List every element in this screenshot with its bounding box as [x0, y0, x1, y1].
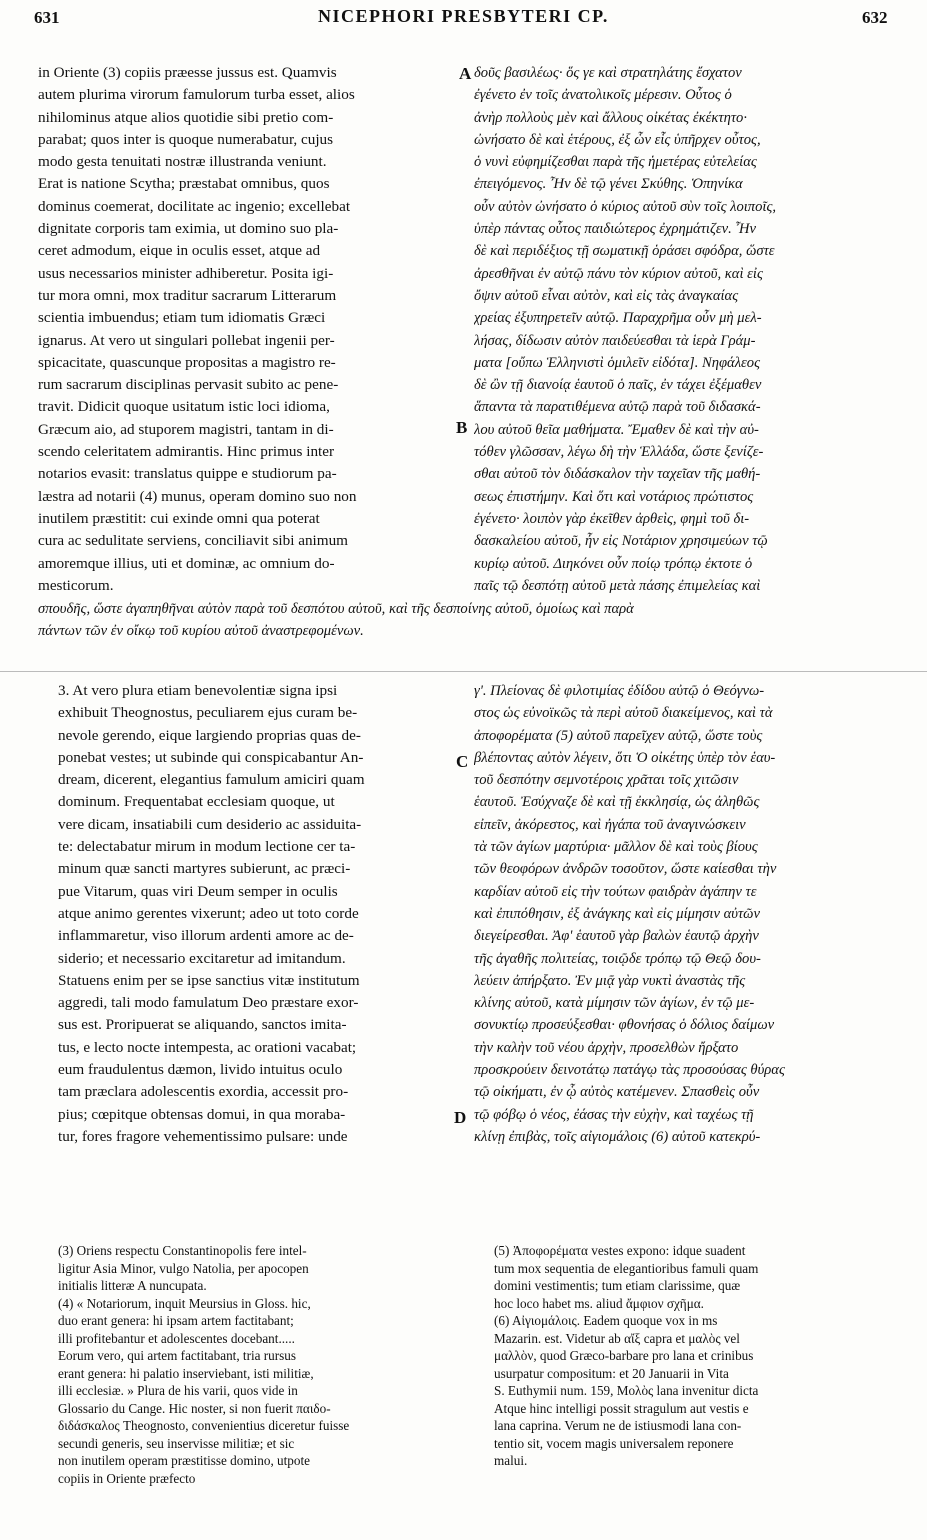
text-line: ceret admodum, eique in oculis esset, atque ad	[38, 242, 321, 260]
footnote-line: tum mox sequentia de elegantioribus famuli quam	[494, 1260, 759, 1276]
text-line: sus est. Proripuerat se aliquando, sanctos imita-	[58, 1016, 347, 1034]
text-line: κλίνης αὐτοῦ, κατὰ μίμησιν τῶν ἁγίων, ἐν τῷ με-	[474, 995, 755, 1012]
margin-marker-a: A	[459, 64, 472, 83]
text-line: eum fraudulentus dæmon, livido intuitus oculo	[58, 1061, 343, 1079]
text-line: ὑπὲρ πάντας οὗτος παιδιώτερος ἐχρημάτιζεν. Ἦν	[474, 221, 756, 238]
text-line: inflammaretur, viso illorum ardenti amore ac de-	[58, 927, 354, 945]
text-line: καρδίαν αὐτοῦ εἰς τὴν τούτων φαιδρὰν ἀγάπην τε	[474, 883, 757, 900]
footnotes-left	[58, 1242, 458, 1487]
text-line: ignarus. At vero ut singulari pollebat ingenii per-	[38, 331, 335, 349]
text-line: mesticorum.	[38, 576, 114, 594]
running-title: NICEPHORI PRESBYTERI CP.	[318, 6, 609, 26]
footnote-line: usurpatur compositum: et 20 Januarii in Vita	[494, 1365, 729, 1381]
text-line: στος ὡς εὐνοϊκῶς τὰ περὶ αὐτοῦ διακείμενος, καὶ τὰ	[474, 705, 773, 722]
footnote-line: (4) « Notariorum, inquit Meursius in Gloss. hic,	[58, 1295, 311, 1311]
text-line: tus, e lecto nocte intempesta, ac orationi vacabat;	[58, 1038, 357, 1056]
footnote-line: illi profitebantur et adolescentes docebant.....	[58, 1330, 295, 1346]
text-line: rum sacrarum disciplinas pervasit subito ac pene-	[38, 376, 339, 394]
text-line: λεύειν ἀπήρξατο. Ἐν μιᾷ γὰρ νυκτὶ ἀναστὰς τῆς	[474, 972, 746, 989]
text-line: πάντων τῶν ἐν οἴκῳ τοῦ κυρίου αὐτοῦ ἀναστρεφομένων.	[38, 623, 364, 640]
text-line: οὖν αὐτὸν ὠνήσατο ὁ κύριος αὐτοῦ σὺν τοῖς λοιποῖς,	[474, 198, 777, 215]
text-line: σπουδῆς, ὥστε ἀγαπηθῆναι αὐτὸν παρὰ τοῦ δεσπότου αὐτοῦ, καὶ τῆς δεσποίνης αὐτοῦ, ὁμοίως καὶ παρὰ	[38, 601, 634, 617]
text-line: τόθεν γλῶσσαν, λέγω δὴ τὴν Ἑλλάδα, ὥστε ξενίζε-	[474, 444, 764, 461]
page-number-right: 632	[862, 8, 888, 27]
footnote-line: (6) Αἰγιομάλοις. Eadem quoque vox in ms	[494, 1313, 718, 1328]
text-line: σεως ἐπιστήμην. Καὶ ὅτι καὶ νοτάριος πρώτιστος	[474, 488, 754, 505]
margin-marker-c: C	[456, 752, 469, 771]
text-line: pue Vitarum, quas viri Deum semper in oculis	[58, 882, 338, 900]
text-line: τῷ οἰκήματι, ἐν ᾧ αὐτὸς κατέμενεν. Σπασθεὶς οὖν	[474, 1084, 760, 1101]
footnote-line: lana caprina. Verum ne de istiusmodi lana con-	[494, 1418, 742, 1433]
text-line: minum quæ sancti martyres subierunt, ac præci-	[58, 860, 351, 878]
text-line: γ'. Πλείονας δὲ φιλοτιμίας ἐδίδου αὐτῷ ὁ Θεόγνω-	[474, 683, 765, 699]
text-line: ponebat vestes; ut subinde qui conspicabantur An-	[58, 748, 364, 766]
text-line: tur mora omni, mox traditur sacrarum Litterarum	[38, 286, 337, 304]
text-line: κυρίῳ αὐτοῦ. Διηκόνει οὖν ποίῳ τρόπῳ ἐκτοτε ὁ	[474, 555, 753, 572]
text-line: pius; cœpitque obtensas domui, in qua moraba-	[58, 1105, 346, 1123]
text-line: cura ac sedulitate serviens, conciliavit sibi animum	[38, 532, 348, 550]
footnote-line: domini vestimentis; tum etiam clarissime, quæ	[494, 1278, 741, 1293]
text-line: Statuens enim per se ipse sanctius vitæ institutum	[58, 971, 360, 989]
greek-text-spanning	[38, 598, 904, 643]
footnote-line: duo erant genera: hi ipsam artem factitabant;	[58, 1313, 294, 1328]
margin-marker-d: D	[454, 1108, 467, 1127]
text-line: βλέποντας αὐτὸν λέγειν, ὅτι Ὁ οἰκέτης ὑπὲρ τὸν ἑαυ-	[474, 749, 776, 766]
text-line: tur, fores fragore vehementissimo pulsare: unde	[58, 1127, 348, 1145]
latin-text-bottom	[58, 680, 456, 1148]
text-line: σονυκτίῳ προσεύξεσθαι· φθονήσας ὁ δόλιος δαίμων	[474, 1017, 775, 1034]
text-line: τῶν θεοφόρων ἀνδρῶν τοσοῦτον, ὥστε καίεσθαι τὴν	[474, 861, 777, 878]
text-line: atque animo gerentes vixerunt; adeo ut toto corde	[58, 904, 359, 922]
text-line: te: delectabatur mirum in modum lectione cer ta-	[58, 838, 356, 856]
text-line: δὲ καὶ περιδέξιος τῇ σωματικῇ ὁράσει σφόδρα, ὥστε	[474, 243, 775, 260]
text-line: dream, dicerent, elegantius famulum amiciri quam	[58, 771, 365, 789]
page-number-left: 631	[34, 8, 60, 27]
text-line: ματα [οὔπω Ἑλληνιστὶ ὁμιλεῖν εἰδότα]. Νηφάλεος	[474, 354, 761, 371]
text-line: ἀποφορέματα (5) αὐτοῦ παρεῖχεν αὐτῷ, ὥστε τοὺς	[474, 727, 763, 744]
text-line: autem plurima virorum famulorum turba esset, alios	[38, 86, 355, 104]
text-line: δοῦς βασιλέως· ὅς γε καὶ στρατηλάτης ἔσχατον	[474, 65, 742, 81]
footnote-line: copiis in Oriente præfecto	[58, 1470, 196, 1486]
text-line: ἀνὴρ πολλοὺς μὲν καὶ ἄλλους οἰκέτας ἐκέκτητο·	[474, 109, 747, 126]
text-line: in Oriente (3) copiis præesse jussus est. Quamvis	[38, 64, 337, 81]
text-line: scendo celeritatem admirantis. Hinc primus inter	[38, 443, 335, 461]
text-line: siderio; et necessario excitaretur ad imitandum.	[58, 949, 346, 967]
text-line: εἰπεῖν, ἀκόρεστος, καὶ ἠγάπα τοῦ ἀναγινώσκειν	[474, 816, 746, 833]
text-line: ὄψιν αὐτοῦ εἶναι αὐτὸν, καὶ εἰς τὰς ἀναγκαίας	[474, 287, 739, 304]
footnote-line: hoc loco habet ms. aliud ἄμφιον σχῆμα.	[494, 1295, 704, 1311]
text-line: usus necessarios minister adhiberetur. Posita igi-	[38, 264, 334, 282]
footnote-line: S. Euthymii num. 159, Μολὸς lana invenitur dicta	[494, 1383, 759, 1398]
text-line: dignitate corporis tam eximia, ut domino suo pla-	[38, 220, 339, 238]
text-line: καὶ ἐπιπόθησιν, ἐξ ἀνάγκης καὶ εἰς μίμησιν αὐτῶν	[474, 905, 760, 922]
text-line: τοῦ δεσπότην σεμνοτέροις χρᾶται τοῖς χιτῶσιν	[474, 772, 739, 789]
text-line: διεγείρεσθαι. Ἀφ' ἑαυτοῦ γὰρ βαλὼν ἑαυτῷ ἀρχὴν	[474, 928, 759, 945]
footnote-line: Eorum vero, qui artem factitabant, tria rursus	[58, 1348, 297, 1363]
footnote-line: Mazarin. est. Videtur ab αἴξ capra et μαλὸς vel	[494, 1330, 740, 1346]
text-line: δασκαλείου αὐτοῦ, ἦν εἰς Νοτάριον χρησιμεύων τῷ	[474, 533, 768, 550]
text-line: ἐπειγόμενος. Ἦν δὲ τῷ γένει Σκύθης. Ὁπηνίκα	[474, 176, 743, 193]
footnote-line: ligitur Asia Minor, vulgo Natolia, per apocopen	[58, 1260, 309, 1276]
footnote-line: Glossario du Cange. Hic noster, si non fuerit παιδο-	[58, 1400, 331, 1416]
text-line: exhibuit Theognostus, peculiarem ejus curam be-	[58, 704, 358, 722]
footnote-line: tentio sit, vocem magis universalem reponere	[494, 1435, 734, 1451]
text-line: tam præclara adolescentis exordia, accessit pro-	[58, 1083, 349, 1101]
text-line: nevole gerendo, eique largiendo proprias quas de-	[58, 726, 361, 744]
text-line: τῆς ἀγαθῆς πολιτείας, τοιῷδε τρόπῳ τῷ Θεῷ δου-	[474, 950, 761, 967]
text-line: inutilem præstitit: cui exinde omni qua poterat	[38, 509, 320, 527]
greek-text-top	[474, 62, 904, 597]
footnote-line: malui.	[494, 1453, 528, 1468]
latin-text-top	[38, 62, 458, 597]
text-line: τῷ φόβῳ ὁ νέος, ἐάσας τὴν εὐχὴν, καὶ ταχέως τῇ	[474, 1106, 754, 1123]
section-divider	[0, 671, 927, 672]
greek-text-bottom	[474, 680, 904, 1148]
footnote-line: διδάσκαλος Theognosto, convenientius diceretur fuisse	[58, 1418, 350, 1433]
footnote-line: (3) Oriens respectu Constantinopolis fere intel-	[58, 1243, 307, 1258]
text-line: ἑαυτοῦ. Ἐσύχναζε δὲ καὶ τῇ ἐκκλησίᾳ, ὡς ἀληθῶς	[474, 794, 760, 811]
text-line: τὰ τῶν ἁγίων μαρτύρια· μᾶλλον δὲ καὶ τοὺς βίους	[474, 839, 758, 856]
text-line: Græcum aio, ad stuporem magistri, tantam in di-	[38, 420, 334, 438]
footnote-line: secundi generis, seu inservisse militiæ; et sic	[58, 1435, 295, 1451]
text-line: dominum. Frequentabat ecclesiam quoque, ut	[58, 793, 335, 811]
text-line: ὠνήσατο δὲ καὶ ἑτέρους, ἐξ ὧν εἷς ὑπῆρχεν οὗτος,	[474, 131, 761, 148]
text-line: læstra ad notarii (4) munus, operam domino suo non	[38, 487, 357, 505]
footnote-line: initialis litteræ A nuncupata.	[58, 1278, 207, 1293]
text-line: parabat; quos inter is quoque numerabatur, cujus	[38, 130, 334, 148]
text-line: ἐγένετο· λοιπὸν γὰρ ἐκεῖθεν ἀρθεὶς, φημὶ τοῦ δι-	[474, 510, 750, 527]
footnote-line: illi ecclesiæ. » Plura de his varii, quos vide in	[58, 1383, 298, 1398]
text-line: τὴν καλὴν τοῦ νέου ἀρχὴν, προσελθὼν ἤρξατο	[474, 1039, 739, 1056]
text-line: κλίνῃ ἐπιβὰς, τοῖς αἰγιομάλοις (6) αὐτοῦ κατεκρύ-	[474, 1128, 761, 1145]
text-line: δὲ ὢν τῇ διανοίᾳ ἑαυτοῦ ὁ παῖς, ἐν τάχει ἐξέμαθεν	[474, 377, 762, 394]
text-line: aggredi, tali modo famulatum Deo præstare exor-	[58, 994, 359, 1012]
footnote-line: μαλλὸν, quod Græco-barbare pro lana et crinibus	[494, 1348, 754, 1363]
text-line: dominus coemerat, docilitate ac ingenio; excellebat	[38, 197, 351, 215]
text-line: σθαι αὐτοῦ τὸν διδάσκαλον τὴν ταχεῖαν τῆς μαθή-	[474, 466, 761, 483]
text-line: λήσας, δίδωσιν αὐτὸν παιδεύεσθαι τὰ ἱερὰ Γράμ-	[474, 332, 756, 349]
text-line: Erat is natione Scytha; præstabat omnibus, quos	[38, 175, 330, 193]
text-line: ἅπαντα τὰ παρατιθέμενα αὐτῷ παρὰ τοῦ διδασκά-	[474, 399, 761, 416]
text-line: ἐγένετο ἐν τοῖς ἀνατολικοῖς μέρεσιν. Οὗτος ὁ	[474, 87, 732, 104]
text-line: travit. Didicit quoque usitatum istic loci idioma,	[38, 398, 330, 416]
text-line: προσκρούειν δεινοτάτῳ πατάγῳ τὰς προσούσας θύρας	[474, 1062, 785, 1079]
text-line: 3. At vero plura etiam benevolentiæ signa ipsi	[58, 682, 338, 699]
footnote-line: non inutilem operam præstitisse domino, utpote	[58, 1453, 311, 1468]
text-line: modo gesta tenuitati nostræ illustranda veniunt.	[38, 153, 327, 171]
text-line: nihilominus atque alios quotidie sibi pretio com-	[38, 108, 334, 126]
text-line: ὁ νυνὶ εὐφημίζεσθαι παρὰ τῆς ἡμετέρας εὐτελείας	[474, 154, 757, 171]
text-line: notarios evasit: translatus quippe e studiorum pa-	[38, 465, 337, 483]
text-line: χρείας ἐξυπηρετεῖν αὐτῷ. Παραχρῆμα οὖν μὴ μελ-	[474, 310, 762, 327]
footnote-line: Atque hinc intelligi possit stragulum aut vestis e	[494, 1400, 749, 1416]
margin-marker-b: B	[456, 418, 468, 437]
text-line: vere dicam, insatiabili cum desiderio ac assiduita-	[58, 815, 362, 833]
text-line: amoremque illius, uti et dominæ, ac omnium do-	[38, 554, 335, 572]
text-line: ἀρεσθῆναι ἐν αὐτῷ πάνυ τὸν κύριον αὐτοῦ, καὶ εἰς	[474, 265, 763, 282]
text-line: spicacitate, quascunque propositas a magistro re-	[38, 353, 336, 371]
text-line: λου αὐτοῦ θεῖα μαθήματα. Ἔμαθεν δὲ καὶ τὴν αὐ-	[474, 421, 759, 438]
footnotes-right	[494, 1242, 904, 1470]
footnote-line: (5) Ἀποφορέματα vestes expono: idque suadent	[494, 1243, 746, 1258]
footnote-line: erant genera: hi palatio inserviebant, isti militiæ,	[58, 1365, 314, 1381]
text-line: scientia imbuendus; etiam tum idiomatis Græci	[38, 309, 326, 327]
text-line: παῖς τῷ δεσπότῃ αὐτοῦ μετὰ πάσης ἐπιμελείας καὶ	[474, 577, 761, 594]
